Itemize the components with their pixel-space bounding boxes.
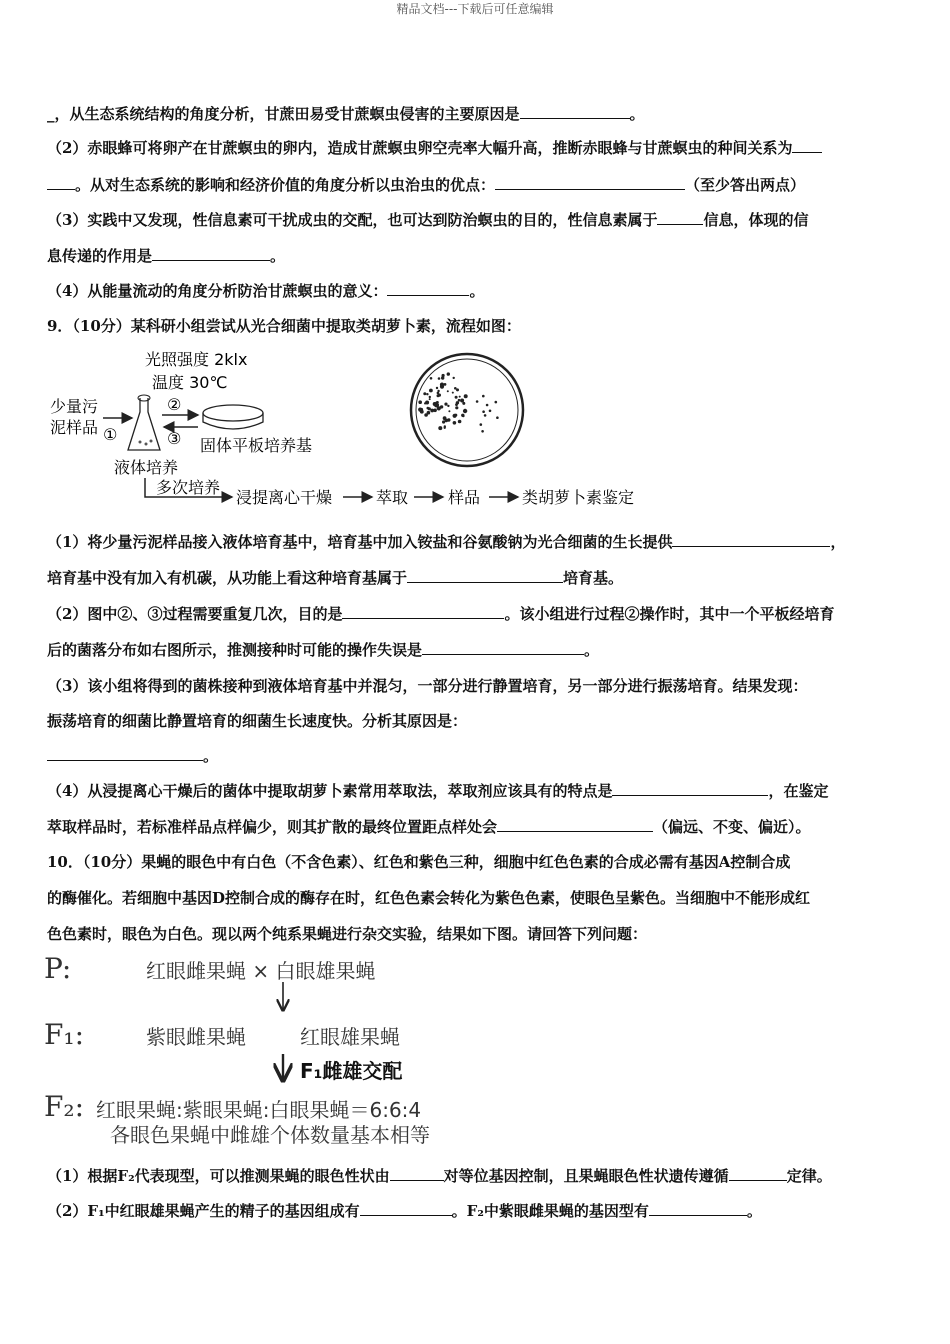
f2-note-text: 各眼色果蝇中雌雄个体数量基本相等 (110, 1123, 430, 1147)
liquid-culture-label: 液体培养 (114, 458, 179, 477)
f1-male-text: 红眼雄果蝇 (300, 1025, 400, 1049)
q10-line-3: 色色素时，眼色为白色。现以两个纯系果蝇进行杂交实验，结果如下图。请回答下列问题： (47, 925, 648, 943)
step-identify: 类胡萝卜素鉴定 (522, 488, 635, 507)
q8-3-text: （3）实践中又发现，性信息素可干扰成虫的交配，也可达到防治螟虫的目的，性信息素属于 (47, 211, 658, 229)
q8-3-text-b: 信息，体现的信 (703, 211, 809, 229)
step-extraction: 萃取 (376, 488, 409, 507)
q8-3-text-c: 息传递的作用是 (47, 247, 153, 265)
multi-culture-label: 多次培养 (156, 478, 221, 497)
q9-2-text-b: 。该小组进行过程②操作时，其中一个平板经培育 (504, 605, 835, 623)
step-sample: 样品 (448, 488, 481, 507)
f2-ratio-text: 红眼果蝇:紫眼果蝇:白眼果蝇＝6:6:4 (96, 1098, 422, 1122)
q9-line-5: （3）该小组将得到的菌株接种到液体培育基中并混匀，一部分进行静置培育，另一部分进行振荡培育。结果发现： (47, 677, 808, 695)
answer-blank[interactable] (729, 1166, 787, 1181)
p-generation-label: P: (44, 952, 72, 985)
q10-title: 10．（10分）果蝇的眼色中有白色（不含色素）、红色和紫色三种，细胞中红色色素的合成必需有基因A控制合成 (47, 853, 791, 871)
page-header: 精品文档---下载后可任意编辑 (396, 2, 554, 16)
q9-title: 9．（10分）某科研小组尝试从光合细菌中提取类胡萝卜素，流程如图： (47, 317, 521, 335)
q9-1-comma: ， (830, 533, 846, 551)
q9-2-text: （2）图中②、③过程需要重复几次，目的是 (47, 605, 343, 623)
q9-4-text: （4）从浸提离心干燥后的菌体中提取胡萝卜素常用萃取法，萃取剂应该具有的特点是 (47, 782, 613, 800)
q8-2-text: （2）赤眼蜂可将卵产在甘蔗螟虫的卵内，造成甘蔗螟虫卵空壳率大幅升高，推断赤眼蜂与甘蔗螟虫的种间关系为 (47, 139, 793, 157)
answer-blank[interactable] (360, 1201, 452, 1216)
q10-2-text-b: 。F₂中紫眼雌果蝇的基因型有 (451, 1202, 649, 1220)
q10-2-text: （2）F₁中红眼雄果蝇产生的精子的基因组成有 (47, 1202, 360, 1220)
q8-3-end: 。 (270, 247, 286, 265)
q9-4-text-b: ，在鉴定 (768, 782, 829, 800)
light-label: 光照强度 2klx (145, 350, 248, 369)
q8-4-text: （4）从能量流动的角度分析防治甘蔗螟虫的意义： (47, 282, 388, 300)
step-3-label: ③ (167, 429, 182, 448)
q10-line-2: 的酶催化。若细胞中基因D控制合成的酶存在时，红色色素会转化为紫色色素，使眼色呈紫色。当细胞中不能形成红 (47, 889, 811, 907)
solid-medium-label: 固体平板培养基 (200, 436, 313, 455)
answer-blank[interactable] (649, 1201, 747, 1216)
q9-1-text-b: 培育基中没有加入有机碳，从功能上看这种培育基属于 (47, 569, 408, 587)
p-generation-text: 红眼雌果蝇 × 白眼雄果蝇 (146, 959, 376, 983)
q8-text: _，从生态系统结构的角度分析，甘蔗田易受甘蔗螟虫侵害的主要原因是 (47, 105, 520, 123)
q9-2-text-c: 后的菌落分布如右图所示，推测接种时可能的操作失误是 (47, 641, 423, 659)
f1-generation-label: F₁: (44, 1018, 85, 1051)
q8-2-text-b: 。从对生态系统的影响和经济价值的角度分析以虫治虫的优点： (75, 176, 496, 194)
f2-generation-label: F₂: (44, 1090, 85, 1123)
q9-3-end: 。 (203, 747, 219, 765)
q9-4-options: （偏远、不变、偏近）。 (653, 818, 811, 836)
q9-1-text: （1）将少量污泥样品接入液体培育基中，培育基中加入铵盐和谷氨酸钠为光合细菌的生长提供 (47, 533, 673, 551)
q10-sub-1 (47, 1165, 832, 1186)
sample-label-1: 少量污 (50, 397, 99, 416)
q9-2-end: 。 (584, 641, 600, 659)
temp-label: 温度 30℃ (152, 373, 228, 392)
q9-4-text-c: 萃取样品时，若标准样品点样偏少，则其扩散的最终位置距点样处会 (47, 818, 498, 836)
step-1-label: ① (103, 425, 118, 444)
answer-blank[interactable] (390, 1166, 444, 1181)
q9-line-6: 振荡培育的细菌比静置培育的细菌生长速度快。分析其原因是： (47, 712, 468, 730)
sample-label-2: 泥样品 (50, 418, 99, 437)
q10-sub-2 (47, 1200, 762, 1221)
step-2-label: ② (167, 395, 182, 414)
q8-text-end: 。 (629, 105, 645, 123)
q9-1-end: 培育基。 (563, 569, 624, 587)
q10-2-end: 。 (746, 1202, 762, 1220)
q10-1-text-b: 对等位基因控制，且果蝇眼色性状遗传遵循 (443, 1167, 729, 1185)
q8-4-end: 。 (469, 282, 485, 300)
step-extract-dry: 浸提离心干燥 (236, 488, 333, 507)
q8-2-hint: （至少答出两点） (685, 176, 806, 194)
f1-female-text: 紫眼雌果蝇 (146, 1025, 246, 1049)
q10-1-text: （1）根据F₂代表现型，可以推测果蝇的眼色性状由 (47, 1167, 390, 1185)
q10-1-end: 定律。 (786, 1167, 832, 1185)
f1-cross-text: F₁雌雄交配 (300, 1059, 403, 1083)
